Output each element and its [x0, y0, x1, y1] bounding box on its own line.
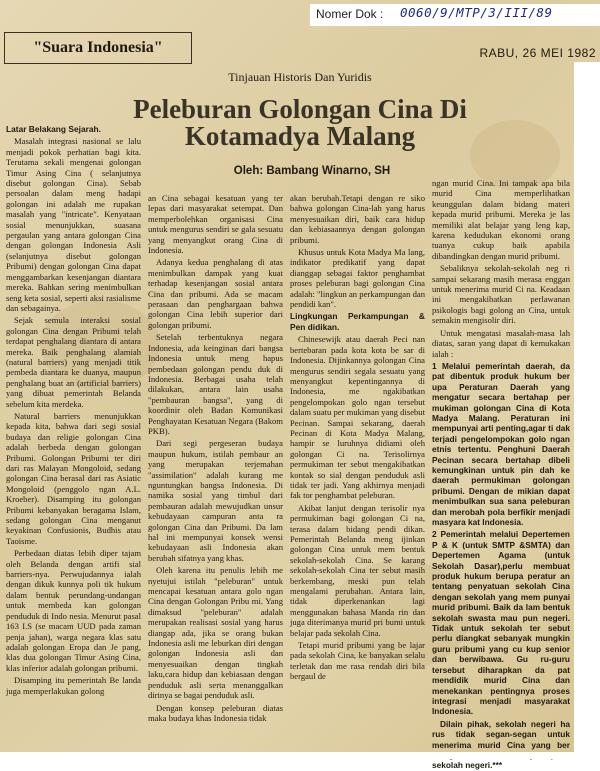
byline: Oleh: Bambang Winarno, SH	[233, 165, 391, 177]
source-label: "Suara Indonesia"	[4, 32, 192, 64]
paragraph: Untuk mengatasi masalah-masa lah diatas, saran yang dapat di kemukakan ialah :	[432, 327, 570, 359]
paragraph: Masalah integrasi nasional se lalu menjadi pokok perhatian bagi kita. Terutama sekali mengenai golongan Timur Asing Cina ( selanjutnya disebut golongan Cina). Sebab persoalan dalam meng hadapi golongan ini adalah me rupakan masalah yang "intricate". Kenyataan sosial menunjukkan, suasana pergaulan yang antara golongan Cina dengan golongan Indonesia Asli (selanjutnya disebut golongan Pribumi) dengan golongan Cina dapat menggambarkan kesenjangan diantara mereka. Bahkan sering menimbulkan seng keta sosial, seperti aksi rasialisme dan sebagainya.	[6, 136, 141, 313]
page-background-right	[574, 62, 600, 762]
headline: Peleburan Golongan Cina Di Kotamadya Malang	[133, 94, 467, 151]
article-column-3	[290, 193, 425, 753]
publication-date: RABU, 26 MEI 1982	[479, 46, 596, 60]
paragraph: Natural barriers menunjukkan kepada kita, bahwa dari segi sosial budaya dan religie golongan Cina adalah berbeda dengan golongan Pribumi. Golongan Pribumi ter diri dari ras Malayan Mongoloid, sedang golongan Cina berasal dari ras Asiatic Mongoloid (penggolo ngan A.L. Kroeber). Disamping itu golongan Pribumi kebanyakan beragama Islam, sedang golongan Cina menganut keyakinan Confusionis, Budhis atau Taoisme.	[6, 410, 141, 546]
kicker: Tinjauan Historis Dan Yuridis	[228, 70, 372, 84]
section-heading: Latar Belakang Sejarah.	[6, 124, 101, 134]
page-background-bottom	[0, 752, 600, 759]
document-number-value: 0060/9/MTP/3/III/89	[400, 5, 553, 20]
paragraph: ngan murid Cina. Ini tampak apa bila murid Cina memperlihatkan keunggulan dalam bidang materi kepada murid pribumi. Mereka je las memiliki alat belajar yang leng kap, karena kedudukan ekonomi orang tuanya cukup baik apabila dibandingkan dengan murid pribumi.	[432, 178, 570, 261]
paragraph: Chinesewijk atau daerah Peci nan bertebaran pada kota kota be sar di Indonesia. Dijinkannya golongan Cina mengurus sendiri segala sesuatu yang menyangkut kepentingannya di Indonesia, me ngakibatkan pengelompokan golo ngan tersebut dalam suatu per mukiman yang disebut Pecinan. Sampai sekarang, daerah Pecinan di Kota Madya Malang, hampir se luruhnya didiami oleh golongan Ci na. Terisolirnya permukiman ter sebut mengakibatkan kontak so sial dengan penduduk asli tidak ter jadi. Yang akhirnya menjadi fak tor penghambat peleburan.	[290, 334, 425, 501]
paragraph: Oleh karena itu penulis lebih me nyetujui istilah "peleburan" untuk mencapai kesatuan antara golo ngan Cina dengan Golongan Pribu mi. Yang dimaksud "peleburan" adalah merupakan realisasi sosial yang harus diangap ada, jika se orang bukan Indonesia asli me leburkan diri dengan golongan Indonesia asli dan menyesuaikan dengan tingkah laku,cara hidup dan kebiasaan dengan penduduk asli serta menanggalkan dirinya se bagai penduduk asli.	[148, 565, 283, 701]
paragraph: Adanya kedua penghalang di atas menimbulkan dampak yang kuat terhadap kesenjangan sosial antara Cina dan pribumi. Ada se macam perasaan dan penghargaan bahwa golongan Cina lebih superior dari golongan pribumi.	[148, 257, 283, 330]
article-column-1	[6, 122, 141, 752]
paragraph: Khusus untuk Kota Madya Ma lang, indikator predikatif yang dapat dianggap sebagai faktor penghambat proses peleburan bagi golongan Cina adalah: "lingkun an perkampungan dan pendidi kan".	[290, 247, 425, 310]
paragraph: Dilain pihak, sekolah negeri ha rus tidak segan-segan untuk menerima murid Cina yang ber sekolah negeri.***	[432, 718, 570, 771]
document-stamp	[310, 4, 600, 26]
paragraph: an Cina sebagai kesatuan yang ter lepas dari masyarakat setempat. Dan memperbolehkan organisasi Cina untuk mengurus sendiri se gala sesuatu yang menyangkut orang Cina di Indonesia.	[148, 193, 283, 256]
paragraph: Setelah terbentuknya negara Indonesia, ada keinginan dari bangsa Indonesia untuk meng hapus pembedaan golongan pendu duk di Indonesia. Berbagai usaha telah dilakukan, antara lain usaha "pembauran bangsa", yang di koordinir oleh Badan Komunikasi Penghayatan Kesatuan Negara (Bakom PKB).	[148, 332, 283, 436]
recommendation-1: 1 Melalui pemerintah daerah, da pat dibentuk produk hukum ber upa Peraturan Daerah yang mengatur secara bertahap per mukiman golongan Cina di Kota Madya Malang. Peraturan ini mempunyai arti penting,agar ti dak terjadi pengelompokan golo ngan etnis tertentu. Penghuni Daerah Pecinan secara bertahap dibeli kemungkinan untuk pin dah ke daerah permukiman golongan pribumi. Dengan de mikian dapat menimbulkan sua sana peleburan dan merobah pola berfikir menjadi masyara kat Indonesia.	[432, 360, 570, 527]
paragraph: Sejak semula interaksi sosial golongan Cina dengan Pribumi telah terdapat penghalang diantara di antara mereka. Baik penghalang alamiah (natural barriers) yang menjadi titik pembeda diantara ke duanya, maupun penghalang buat an (artificial barriers) yang dibuat pemerintah Belanda sebelum kita merdeka.	[6, 315, 141, 409]
document-number-label: Nomer Dok :	[316, 7, 384, 21]
article-column-4	[432, 178, 570, 771]
paragraph: Sebaliknya sekolah-sekolah neg ri sampai sekarang masih merasa enggan untuk menerima murid Ci na. Keadaan ini mengakibatkan perlawanan psikologis bagi golong an Cina, untuk semakin mengisolir diri.	[432, 263, 570, 326]
paragraph: Tetapi murid pribumi yang be lajar pada sekolah Cina, ke banyakan selalu terletak dan me rasa rendah diri bila bergaul de	[290, 640, 425, 682]
paragraph: Dari segi pergeseran budaya maupun hukum, istilah pembaur an yang merupakan terjemahan "assimilation" adalah kurang me nguntungkan bangsa Indonesia. Di namika sosial yang timbul dari pembauran adalah mewujudkan unsur kebudayaan campuran anta ra golongan Cina dan Pribumi. Da lam hal ini mempunyai konsek wensi kebudayaan asli Indonesia akan berubah sifatnya yang khas.	[148, 438, 283, 563]
paragraph: akan berubah.Tetapi dengan re siko bahwa golongan Cina-lah yang harus menyesuaikan diri, baik cara hidup dan kebiasaannya dengan golongan pribumi.	[290, 193, 425, 245]
recommendation-2: 2 Pemerintah melalui Depertemen P & K (untuk SMTP &SMTA) dan Depertemen Agama (untuk Sekolah Dasar),perlu membuat produk hukum berupa peratur an tentang penyatuan sekolah Cina dengan sekolah yang mem punyai murid pribumi. Baik da lam bentuk sekolah swasta mau pun negeri. Tidak untuk sekolah ter sebut perlu diangkat sebanyak mungkin guru pribumi yang cu kup senior dan berwibawa. Gu ru-guru tersebut diharapkan da pat mendidik murid Cina dan menekankan pentingnya proses integrasi menjadi masyarakat Indonesia.	[432, 529, 570, 717]
section-heading: Lingkungan Perkampungan & Pen didikan.	[290, 311, 425, 332]
paragraph: Perbedaan diatas lebih diper tajam oleh Belanda dengan artifi sial barriers-nya. Perwujudannya ialah dengan dikuk kunnya poli tik hukum dalam bentuk perundang-undangan untuk membeda kan golongan penduduk di Indo nesia. Menurut pasal 163 I.S (se macam UUD pada zaman penja jahan), warga negara klas satu adalah golongan Eropa dan Je pang, klas dua golongan Timur Asing Cina, klas inferior adalah golongan pribumi.	[6, 548, 141, 673]
paragraph: Disamping itu pemerintah Be landa juga memperlakukan golong	[6, 675, 141, 696]
paragraph: Dengan konsep peleburan diatas maka budaya khas Indonesia tidak	[148, 702, 283, 723]
article-column-2	[148, 193, 283, 753]
paragraph: Akibat lanjut dengan terisolir nya permukiman bagi golongan Ci na, terasa dalam bidang pendi dikan. Pemerintah Belanda meng ijinkan golongan Cina untuk mem bentuk sekolah-sekolah Cina. Se karang sekolah-sekolah Cina ter sebut masih berkembang, meski pun telah mengalami perubahan. Antara lain, tidak diperkenankan lagi menggunakan bahasa Manda rin dan juga diterimanya murid pri bumi untuk belajar pada sekolah Cina.	[290, 502, 425, 638]
